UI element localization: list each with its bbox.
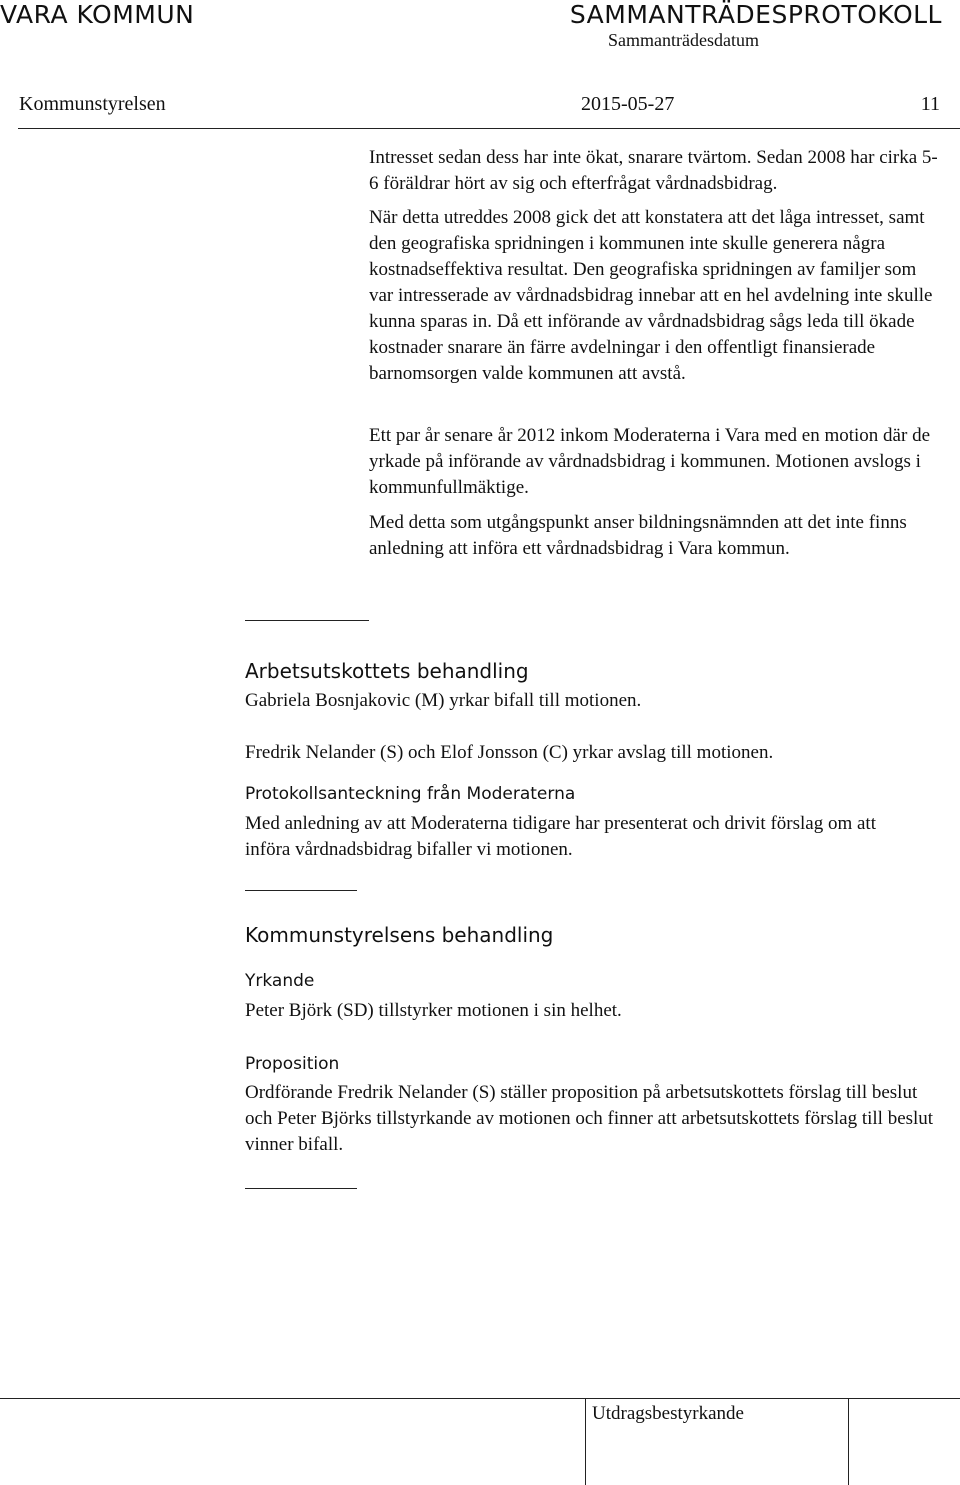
organization-name: VARA KOMMUN: [0, 0, 195, 29]
body-paragraph: Intresset sedan dess har inte ökat, snarare tvärtom. Sedan 2008 har cirka 5-6 föräldrar hört av sig och efterfrågat vårdnadsbidrag.: [369, 147, 938, 194]
body-paragraph: När detta utreddes 2008 gick det att konstatera att det låga intresset, samt den geografiska spridningen i kommunen inte skulle generera några kostnadseffektiva resultat. Den geografiska spridningen av familjer som var intresserade av vårdnadsbidrag innebar att en hel avdelning inte skulle kunna sparas in. Då ett införande av vårdnadsbidrag sågs leda till ökade kostnader snarare än färre avdelningar i den offentligt finansierade barnomsorgen valde kommunen att avstå.: [369, 207, 933, 384]
section-divider: [245, 890, 357, 891]
meeting-date: 2015-05-27: [581, 93, 675, 115]
note-heading: Protokollsanteckning från Moderaterna: [245, 784, 576, 804]
proposition-heading: Proposition: [245, 1054, 340, 1074]
au-statement: Gabriela Bosnjakovic (M) yrkar bifall till motionen.: [245, 690, 642, 711]
yrkande-heading: Yrkande: [245, 971, 315, 991]
ks-heading: Kommunstyrelsens behandling: [245, 923, 554, 947]
page-number: 11: [920, 93, 940, 115]
footer-column-divider: [848, 1398, 849, 1485]
header-divider: [18, 128, 960, 129]
committee-name: Kommunstyrelsen: [19, 93, 166, 115]
note-text: Med anledning av att Moderaterna tidigare har presenterat och drivit förslag om att införa vårdnadsbidrag bifaller vi motionen.: [245, 813, 876, 860]
au-statement: Fredrik Nelander (S) och Elof Jonsson (C) yrkar avslag till motionen.: [245, 742, 774, 763]
body-paragraph: Ett par år senare år 2012 inkom Moderaterna i Vara med en motion där de yrkade på införande av vårdnadsbidrag i kommunen. Motionen avslogs i kommunfullmäktige.: [369, 425, 931, 498]
document-type: SAMMANTRÄDESPROTOKOLL: [569, 0, 942, 29]
section-divider: [245, 620, 369, 621]
certification-label: Utdragsbestyrkande: [592, 1403, 744, 1424]
footer-column-divider: [585, 1398, 586, 1485]
footer-divider: [0, 1398, 960, 1399]
au-heading: Arbetsutskottets behandling: [245, 659, 529, 683]
body-paragraph: Med detta som utgångspunkt anser bildningsnämnden att det inte finns anledning att införa ett vårdnadsbidrag i Vara kommun.: [369, 512, 907, 559]
meeting-date-label: Sammanträdesdatum: [608, 30, 759, 50]
yrkande-text: Peter Björk (SD) tillstyrker motionen i sin helhet.: [245, 1000, 622, 1021]
section-divider: [245, 1188, 357, 1189]
proposition-text: Ordförande Fredrik Nelander (S) ställer proposition på arbetsutskottets förslag till beslut och Peter Björks tillstyrkande av motionen och finner att arbetsutskottets förslag till beslut vinner bifall.: [245, 1082, 934, 1155]
